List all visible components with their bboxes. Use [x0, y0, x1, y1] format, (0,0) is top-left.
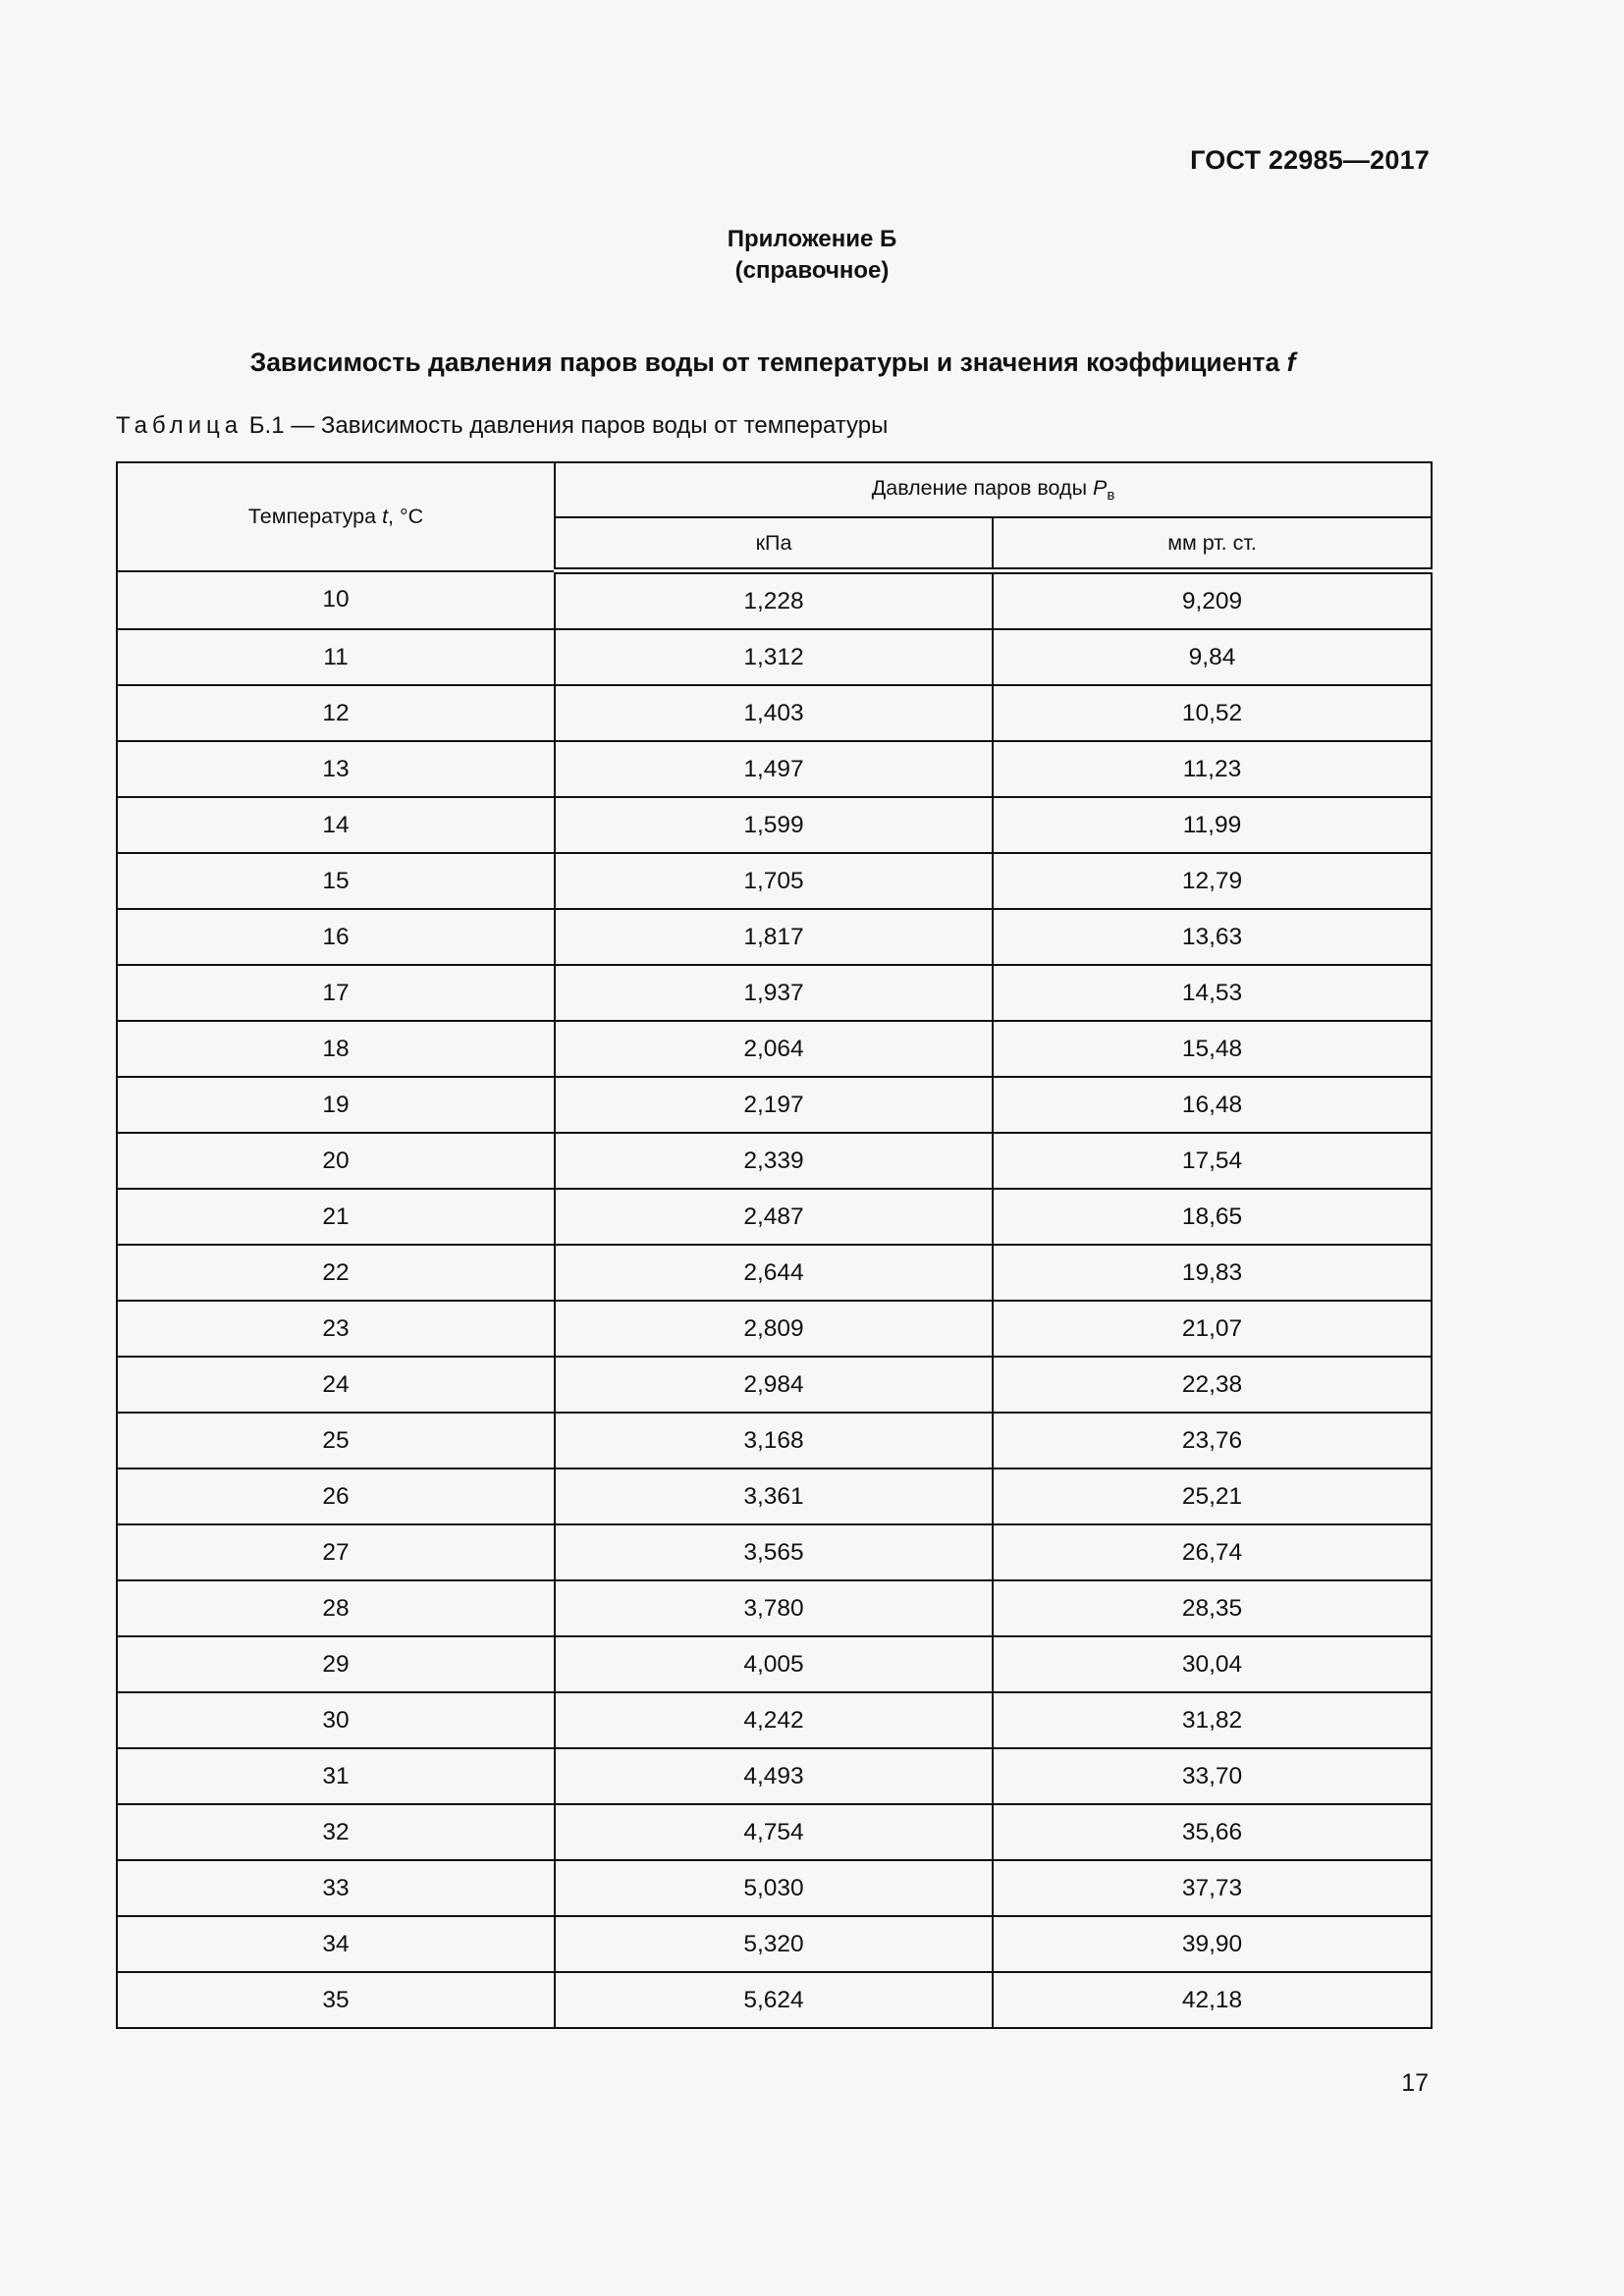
cell-temperature: 33	[117, 1860, 555, 1916]
cell-mmhg: 37,73	[993, 1860, 1432, 1916]
cell-temperature: 15	[117, 853, 555, 909]
header-temperature	[117, 462, 555, 571]
cell-kpa: 2,984	[555, 1357, 993, 1413]
cell-temperature: 23	[117, 1301, 555, 1357]
cell-temperature: 26	[117, 1468, 555, 1524]
section-title-symbol: f	[1286, 347, 1296, 377]
cell-kpa: 5,030	[555, 1860, 993, 1916]
table-row	[117, 853, 1432, 909]
table-row	[117, 1636, 1432, 1692]
appendix-subtitle: (справочное)	[734, 257, 890, 284]
table-body	[117, 571, 1432, 2029]
cell-mmhg: 30,04	[993, 1636, 1432, 1692]
cell-kpa: 3,361	[555, 1468, 993, 1524]
table-row	[117, 1916, 1432, 1972]
table-row	[117, 741, 1432, 797]
cell-mmhg: 26,74	[993, 1524, 1432, 1580]
cell-kpa: 4,754	[555, 1804, 993, 1860]
table-row	[117, 685, 1432, 741]
table-row	[117, 571, 1432, 630]
cell-temperature: 13	[117, 741, 555, 797]
cell-mmhg: 28,35	[993, 1580, 1432, 1636]
cell-mmhg: 13,63	[993, 909, 1432, 965]
cell-kpa: 3,780	[555, 1580, 993, 1636]
cell-temperature: 18	[117, 1021, 555, 1077]
cell-mmhg: 25,21	[993, 1468, 1432, 1524]
table-row	[117, 1413, 1432, 1468]
cell-kpa: 3,168	[555, 1413, 993, 1468]
cell-mmhg: 31,82	[993, 1692, 1432, 1748]
table-caption-text: Б.1 — Зависимость давления паров воды от температуры	[248, 412, 889, 439]
cell-mmhg: 9,84	[993, 629, 1432, 685]
cell-mmhg: 11,99	[993, 797, 1432, 853]
cell-temperature: 31	[117, 1748, 555, 1804]
cell-temperature: 19	[117, 1077, 555, 1133]
table-row	[117, 1972, 1432, 2028]
cell-mmhg: 15,48	[993, 1021, 1432, 1077]
cell-kpa: 2,197	[555, 1077, 993, 1133]
cell-kpa: 1,705	[555, 853, 993, 909]
cell-temperature: 34	[117, 1916, 555, 1972]
table-row	[117, 1077, 1432, 1133]
table-row	[117, 1580, 1432, 1636]
table-row	[117, 1357, 1432, 1413]
header-temperature-symbol: t	[382, 504, 389, 528]
table-row	[117, 1301, 1432, 1357]
cell-temperature: 30	[117, 1692, 555, 1748]
header-pressure-subscript: в	[1107, 487, 1115, 504]
cell-mmhg: 10,52	[993, 685, 1432, 741]
cell-mmhg: 14,53	[993, 965, 1432, 1021]
cell-temperature: 11	[117, 629, 555, 685]
cell-temperature: 16	[117, 909, 555, 965]
header-pressure-label: Давление паров воды	[871, 476, 1088, 500]
table-row	[117, 629, 1432, 685]
table-row	[117, 1748, 1432, 1804]
cell-kpa: 1,817	[555, 909, 993, 965]
cell-kpa: 1,937	[555, 965, 993, 1021]
table-caption	[116, 412, 888, 440]
cell-kpa: 2,064	[555, 1021, 993, 1077]
table-row	[117, 1692, 1432, 1748]
vapor-pressure-table	[116, 461, 1433, 2029]
header-kpa: кПа	[555, 517, 993, 571]
cell-temperature: 14	[117, 797, 555, 853]
cell-mmhg: 11,23	[993, 741, 1432, 797]
table-row	[117, 1860, 1432, 1916]
cell-mmhg: 18,65	[993, 1189, 1432, 1245]
appendix-title: Приложение Б	[727, 226, 897, 252]
table-row	[117, 797, 1432, 853]
table-row	[117, 1468, 1432, 1524]
cell-temperature: 12	[117, 685, 555, 741]
table-row	[117, 1133, 1432, 1189]
cell-temperature: 29	[117, 1636, 555, 1692]
cell-temperature: 20	[117, 1133, 555, 1189]
cell-kpa: 2,644	[555, 1245, 993, 1301]
header-pressure	[555, 462, 1432, 517]
document-code: ГОСТ 22985—2017	[1190, 145, 1430, 175]
cell-mmhg: 33,70	[993, 1748, 1432, 1804]
header-temperature-unit: , °C	[388, 504, 424, 528]
header-pressure-symbol: P	[1093, 476, 1108, 500]
cell-mmhg: 22,38	[993, 1357, 1432, 1413]
table-row	[117, 1804, 1432, 1860]
header-temperature-label: Температура	[247, 504, 377, 528]
cell-mmhg: 16,48	[993, 1077, 1432, 1133]
cell-kpa: 2,487	[555, 1189, 993, 1245]
cell-mmhg: 19,83	[993, 1245, 1432, 1301]
cell-temperature: 24	[117, 1357, 555, 1413]
cell-temperature: 28	[117, 1580, 555, 1636]
page-number: 17	[1401, 2069, 1429, 2097]
cell-temperature: 21	[117, 1189, 555, 1245]
cell-mmhg: 35,66	[993, 1804, 1432, 1860]
header-mmhg: мм рт. ст.	[993, 517, 1432, 571]
cell-mmhg: 12,79	[993, 853, 1432, 909]
cell-mmhg: 21,07	[993, 1301, 1432, 1357]
cell-kpa: 1,497	[555, 741, 993, 797]
cell-kpa: 1,403	[555, 685, 993, 741]
cell-kpa: 2,809	[555, 1301, 993, 1357]
cell-kpa: 1,312	[555, 629, 993, 685]
section-title-text: Зависимость давления паров воды от температуры и значения коэффициента	[249, 347, 1280, 377]
cell-kpa: 4,242	[555, 1692, 993, 1748]
table-row	[117, 1245, 1432, 1301]
table-row	[117, 965, 1432, 1021]
cell-temperature: 25	[117, 1413, 555, 1468]
cell-temperature: 32	[117, 1804, 555, 1860]
table-row	[117, 1189, 1432, 1245]
section-title	[0, 347, 1545, 378]
cell-mmhg: 23,76	[993, 1413, 1432, 1468]
cell-mmhg: 39,90	[993, 1916, 1432, 1972]
table-caption-label: Таблица	[116, 412, 244, 439]
cell-temperature: 10	[117, 571, 555, 630]
cell-mmhg: 17,54	[993, 1133, 1432, 1189]
appendix-heading	[0, 224, 1624, 287]
cell-kpa: 5,624	[555, 1972, 993, 2028]
cell-temperature: 27	[117, 1524, 555, 1580]
cell-kpa: 4,005	[555, 1636, 993, 1692]
cell-kpa: 2,339	[555, 1133, 993, 1189]
table-row	[117, 909, 1432, 965]
cell-kpa: 4,493	[555, 1748, 993, 1804]
table-row	[117, 1524, 1432, 1580]
cell-mmhg: 42,18	[993, 1972, 1432, 2028]
cell-temperature: 22	[117, 1245, 555, 1301]
cell-kpa: 3,565	[555, 1524, 993, 1580]
cell-mmhg: 9,209	[993, 571, 1432, 630]
cell-kpa: 1,599	[555, 797, 993, 853]
cell-kpa: 5,320	[555, 1916, 993, 1972]
table-row	[117, 1021, 1432, 1077]
cell-temperature: 17	[117, 965, 555, 1021]
cell-kpa: 1,228	[555, 571, 993, 630]
cell-temperature: 35	[117, 1972, 555, 2028]
